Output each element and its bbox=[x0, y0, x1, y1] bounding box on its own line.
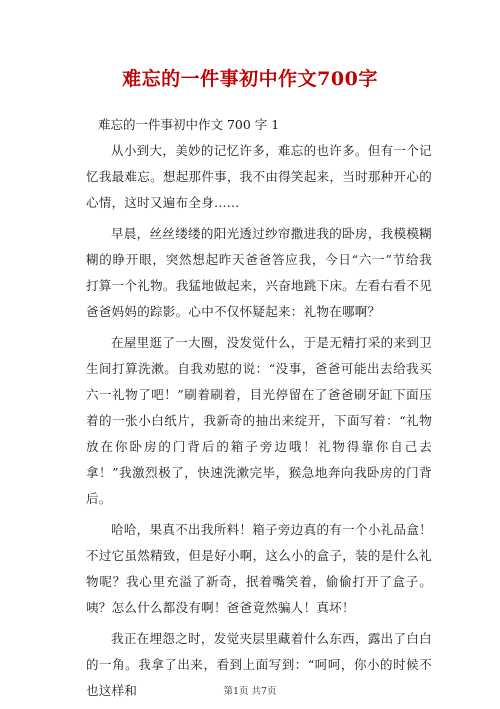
paragraph: 在屋里逛了一大圈，没发觉什么，于是无精打采的来到卫生间打算洗漱。自我劝慰的说：“没事，爸爸可能出去给我买六一礼物了吧！”刷着刷着，目光停留在了爸爸刷牙缸下面压着的一张小白纸片，我新奇的抽出来绽开，下面写着：“礼物放在你卧房的门背后的箱子旁边哦！礼物得靠你自己去拿！”我激烈极了，快速洗漱完毕，猴急地奔向我卧房的门背后。 bbox=[86, 335, 432, 506]
paragraph: 从小到大，美妙的记忆许多，难忘的也许多。但有一个记忆我最难忘。想起那件事，我不由得笑起来，当时那种开心的心情，这时又遍布全身…… bbox=[86, 143, 432, 210]
page-number-footer: 第1页 共7页 bbox=[223, 686, 277, 697]
paragraph: 我正在埋怨之时，发觉夹层里藏着什么东西，露出了白白的一角。我拿了出来，看到上面写到：“呵呵，你小的时候不也这样和 bbox=[86, 631, 432, 698]
paragraph: 早晨，丝丝缕缕的阳光透过纱帘撒进我的卧房，我模模糊糊的睁开眼，突然想起昨天爸爸答应我，今日“六一”节给我打算一个礼物。我猛地做起来，兴奋地跳下床。左看右看不见爸爸妈妈的踪影。心中不仅怀疑起来：礼物在哪啊？ bbox=[86, 226, 432, 319]
essay-heading: 难忘的一件事初中作文 700 字 1 bbox=[98, 117, 280, 132]
document-title: 难忘的一件事初中作文700字 bbox=[122, 68, 378, 90]
document-body bbox=[86, 112, 432, 709]
paragraph: 哈哈，果真不出我所料！箱子旁边真的有一个小礼品盒！不过它虽然精致，但是好小啊，这么小的盒子，装的是什么礼物呢？我心里充溢了新奇，抿着嘴笑着，偷偷打开了盒子。咦？怎么什么都没有啊！爸爸竟然骗人！真坏！ bbox=[86, 522, 432, 615]
